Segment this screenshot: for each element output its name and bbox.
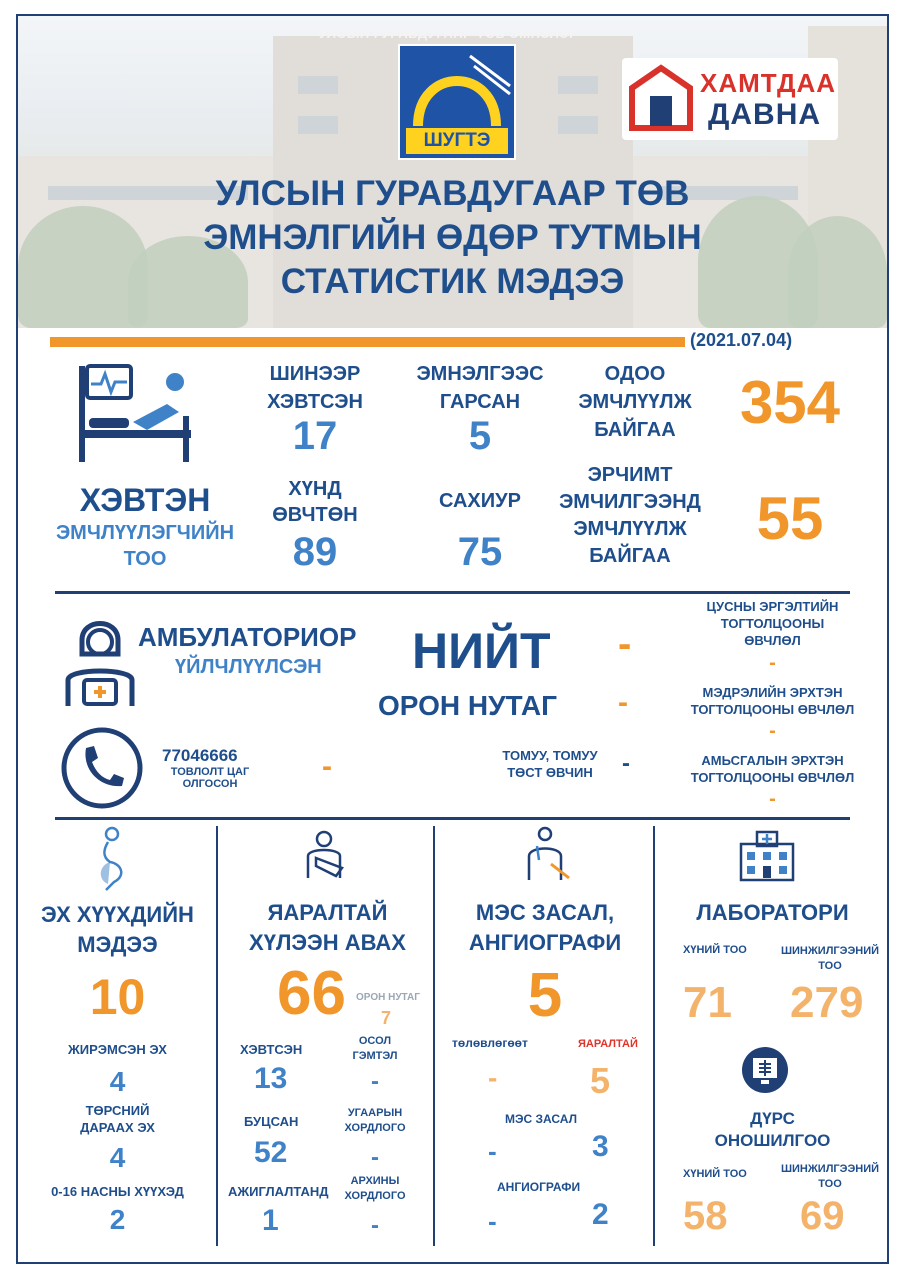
- surgery-planned-value: -: [488, 1136, 497, 1166]
- postpartum-label: ТӨРСНИЙ ДАРААХ ЭХ: [80, 1103, 155, 1135]
- flu-label: ТОМУУ, ТОМУУ ТӨСТ ӨВЧИН: [502, 748, 598, 780]
- urgent-value: 5: [590, 1060, 611, 1101]
- emergency-title: ЯАРАЛТАЙ ХҮЛЭЭН АВАХ: [249, 900, 406, 955]
- badge-bottom: ДАВНА: [708, 98, 822, 131]
- title-line-2: ЭМНЭЛГИЙН ӨДӨР ТУТМЫН: [203, 218, 702, 257]
- alcohol-label: АРХИНЫ ХОРДЛОГО: [344, 1175, 406, 1202]
- circulatory-value: -: [769, 652, 776, 674]
- emergency-local-label: ОРОН НУТАГ: [356, 992, 420, 1003]
- total-value: -: [618, 622, 632, 666]
- children-value: 2: [109, 1204, 126, 1235]
- planned-label: төлөвлөгөөт: [452, 1036, 528, 1050]
- imaging-people-label: ХҮНИЙ ТОО: [683, 1168, 747, 1180]
- lab-people-value: 71: [683, 978, 732, 1027]
- returned-label: БУЦСАН: [244, 1114, 299, 1129]
- icu-value: 55: [756, 485, 824, 552]
- flu-value: -: [622, 750, 630, 777]
- pregnant-label: ЖИРЭМСЭН ЭХ: [68, 1042, 167, 1057]
- pregnant-value: 4: [109, 1066, 126, 1097]
- respiratory-label: АМЬСГАЛЫН ЭРХТЭН ТОГТОЛЦООНЫ ӨВЧЛӨЛ: [690, 753, 855, 785]
- severe-label: ХҮНД ӨВЧТӨН: [272, 478, 358, 526]
- observed-label: АЖИГЛАЛТАНД: [228, 1184, 329, 1199]
- lab-people-label: ХҮНИЙ ТОО: [683, 944, 747, 956]
- badge-top: ХАМТДАА: [700, 68, 837, 98]
- neuro-label: МЭДРЭЛИЙН ЭРХТЭН ТОГТОЛЦООНЫ ӨВЧЛӨЛ: [690, 685, 855, 717]
- surgery-urgent-value: 3: [592, 1130, 609, 1163]
- alcohol-value: -: [371, 1212, 379, 1239]
- surgery-sub-label: МЭС ЗАСАЛ: [505, 1112, 578, 1126]
- discharged-value: 5: [468, 414, 492, 458]
- total-label: НИЙТ: [412, 623, 551, 679]
- icu-label: ЭРЧИМТ ЭМЧИЛГЭЭНД ЭМЧЛҮҮЛЖ БАЙГАА: [559, 464, 701, 567]
- angio-urgent-value: 2: [592, 1198, 609, 1231]
- title-line-3: СТАТИСТИК МЭДЭЭ: [280, 262, 625, 301]
- phone-caption: ТОВЛОЛТ ЦАГ ОЛГОСОН: [170, 766, 250, 790]
- circulatory-label: ЦУСНЫ ЭРГЭЛТИЙН ТОГТОЛЦООНЫ ӨВЧЛӨЛ: [706, 599, 839, 648]
- children-label: 0-16 НАСНЫ ХҮҮХЭД: [51, 1184, 184, 1199]
- neuro-value: -: [769, 720, 776, 742]
- title-line-1: УЛСЫН ГУРАВДУГААР ТӨВ: [215, 174, 690, 213]
- current-value: 354: [739, 369, 841, 436]
- admitted-value: 13: [254, 1062, 288, 1095]
- diabetes-value: 75: [457, 530, 503, 574]
- inpatient-subtitle-2: ТОО: [123, 548, 167, 570]
- discharged-label: ЭМНЭЛГЭЭС ГАРСАН: [416, 363, 544, 413]
- diabetes-label: САХИУР: [439, 490, 521, 512]
- local-value: -: [618, 686, 628, 719]
- outpatient-title: АМБУЛАТОРИОР: [138, 622, 357, 652]
- co-poison-value: -: [371, 1144, 379, 1171]
- urgent-label: ЯАРАЛТАЙ: [578, 1038, 638, 1050]
- emergency-total: 66: [277, 959, 346, 1028]
- lab-tests-label: ШИНЖИЛГЭЭНИЙ ТОО: [780, 945, 880, 972]
- new-admit-value: 17: [292, 414, 338, 458]
- injury-label: ОСОЛ ГЭМТЭЛ: [352, 1035, 398, 1062]
- admitted-label: ХЭВТСЭН: [240, 1042, 303, 1057]
- building-sign: УЛСЫН ГУРАВДУГААР ТӨВ ЭМНЭЛЭГ: [318, 26, 578, 41]
- emergency-local-value: 7: [381, 1008, 392, 1028]
- surgery-total: 5: [527, 961, 563, 1030]
- observed-value: 1: [262, 1204, 279, 1237]
- maternal-title: ЭХ ХҮҮХДИЙН МЭДЭЭ: [41, 902, 194, 957]
- report-date: (2021.07.04): [690, 330, 793, 350]
- current-label: ОДОО ЭМЧЛҮҮЛЖ БАЙГАА: [578, 363, 692, 441]
- angio-planned-value: -: [488, 1206, 497, 1236]
- new-admit-label: ШИНЭЭР ХЭВТСЭН: [267, 363, 363, 413]
- postpartum-value: 4: [109, 1142, 126, 1173]
- inpatient-subtitle-1: ЭМЧЛҮҮЛЭГЧИЙН: [55, 522, 235, 544]
- lab-tests-value: 279: [790, 978, 864, 1027]
- surgery-title: МЭС ЗАСАЛ, АНГИОГРАФИ: [468, 900, 622, 955]
- imaging-people-value: 58: [683, 1194, 728, 1238]
- phone-value: -: [322, 750, 332, 783]
- lab-title: ЛАБОРАТОРИ: [696, 900, 849, 925]
- returned-value: 52: [254, 1136, 288, 1169]
- imaging-tests-label: ШИНЖИЛГЭЭНИЙ ТОО: [780, 1163, 880, 1190]
- inpatient-title: ХЭВТЭН: [79, 482, 211, 518]
- local-label: ОРОН НУТАГ: [378, 690, 557, 721]
- imaging-title: ДҮРС ОНОШИЛГОО: [714, 1109, 831, 1150]
- logo-text: ШУГТЭ: [406, 128, 508, 154]
- injury-value: -: [371, 1068, 379, 1095]
- maternal-total: 10: [89, 969, 146, 1025]
- page-border: [16, 14, 889, 1264]
- severe-value: 89: [292, 530, 338, 574]
- co-poison-label: УГААРЫН ХОРДЛОГО: [344, 1107, 406, 1134]
- respiratory-value: -: [769, 788, 776, 810]
- outpatient-subtitle: ҮЙЛЧЛҮҮЛСЭН: [175, 656, 322, 678]
- angio-sub-label: АНГИОГРАФИ: [497, 1180, 581, 1194]
- imaging-tests-value: 69: [800, 1194, 845, 1238]
- phone-number: 77046666: [162, 746, 238, 765]
- planned-value: -: [488, 1062, 498, 1093]
